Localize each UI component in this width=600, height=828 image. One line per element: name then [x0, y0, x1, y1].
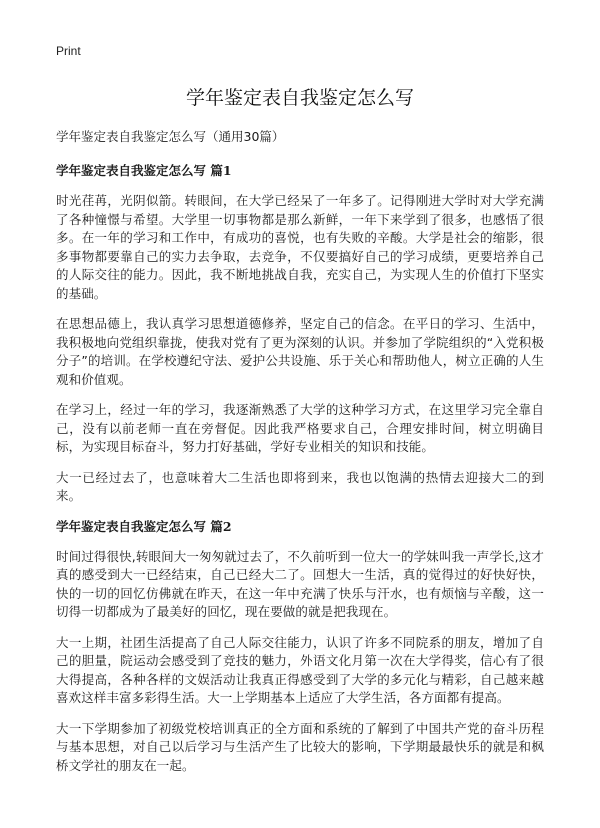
print-label: Print	[56, 44, 81, 58]
document-title: 学年鉴定表自我鉴定怎么写	[185, 87, 414, 109]
section-heading: 学年鉴定表自我鉴定怎么写 篇1	[56, 163, 232, 178]
paragraph: 大一下学期参加了初级党校培训真正的全方面和系统的了解到了中国共产党的奋斗历程与基本思想，对自己以后学习与生活产生了比较大的影响，下学期最最快乐的就是和枫桥文学社的朋友在一起。	[56, 720, 544, 773]
paragraph: 时光荏苒，光阴似箭。转眼间，在大学已经呆了一年多了。记得刚进大学时对大学充满了各种憧憬与希望。大学里一切事物都是那么新鲜，一年下来学到了很多，也感悟了很多。在一年的学习和工作中，有成功的喜悦，也有失败的辛酸。大学是社会的缩影，很多事物都要靠自己的实力去争取，去竞争，不仅要搞好自己的学习成绩，更要培养自己的人际交往的能力。因此，我不断地挑战自我，充实自己，为实现人生的价值打下坚实的基础。	[56, 193, 544, 301]
section-1	[56, 162, 544, 506]
document-subtitle: 学年鉴定表自我鉴定怎么写（通用30篇）	[56, 129, 285, 144]
paragraph: 在学习上，经过一年的学习，我逐渐熟悉了大学的这种学习方式，在这里学习完全靠自己，没有以前老师一直在旁督促。因此我严格要求自己，合理安排时间，树立明确目标，为实现目标奋斗，努力打好基础，学好专业相关的知识和技能。	[56, 402, 544, 454]
section-2	[56, 518, 544, 776]
paragraph: 在思想品德上，我认真学习思想道德修养，坚定自己的信念。在平日的学习、生活中，我积极地向党组织靠拢，使我对党有了更为深刻的认识。并参加了学院组织的“入党积极分子”的培训。在学校遵纪守法、爱护公共设施、乐于关心和帮助他人，树立正确的人生观和价值观。	[56, 316, 544, 387]
paragraph: 大一上期，社团生活提高了自己人际交往能力，认识了许多不同院系的朋友，增加了自己的胆量，院运动会感受到了竞技的魅力，外语文化月第一次在大学得奖，信心有了很大得提高，各种各样的文娱活动让我真正得感受到了大学的多元化与精彩，自己越来越喜欢这样丰富多彩得生活。大一上学期基本上适应了大学生活，各方面都有提高。	[56, 634, 544, 705]
section-heading: 学年鉴定表自我鉴定怎么写 篇2	[56, 518, 232, 534]
paragraph: 大一已经过去了，也意味着大二生活也即将到来，我也以饱满的热情去迎接大二的到来。	[56, 469, 544, 503]
paragraph: 时间过得很快,转眼间大一匆匆就过去了，不久前听到一位大一的学妹叫我一声学长,这才真的感受到大一已经结束，自己已经大二了。回想大一生活，真的觉得过的好快好快，快的一切的回忆仿佛就在昨天，在这一年中充满了快乐与汗水，也有烦恼与辛酸，这一切得一切都成为了最美好的回忆，现在要做的就是把我现在。	[56, 548, 544, 619]
